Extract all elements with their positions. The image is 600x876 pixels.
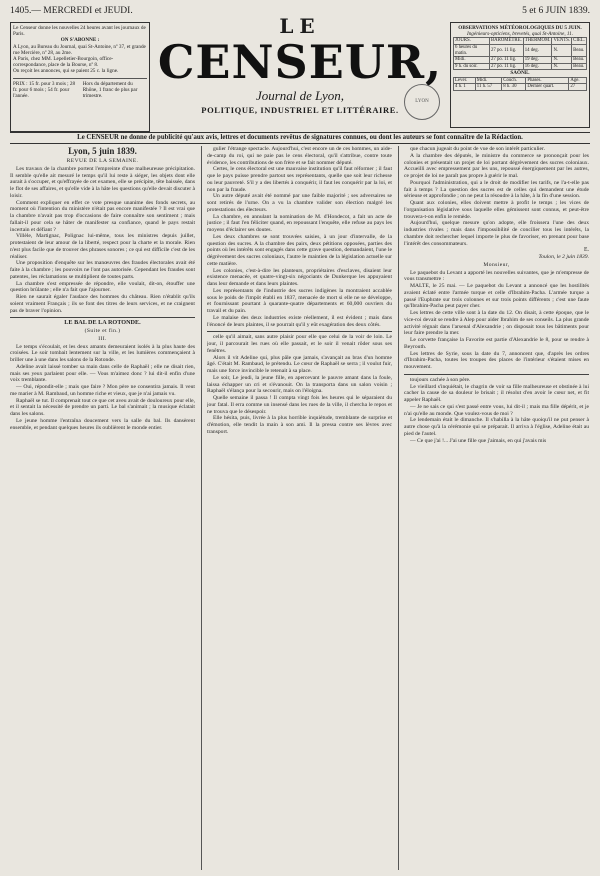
subscription-line-4: On reçoit les annonces, qui se paient 25 c. la ligne. <box>13 68 119 75</box>
masthead-tagline: POLITIQUE, INDUSTRIEL ET LITTÉRAIRE. <box>201 105 399 115</box>
column-1 <box>10 146 195 870</box>
editorial-notice: Le CENSEUR ne donne de publicité qu'aux avis, lettres et documents revêtus de signatures connues, ou dont les auteurs se font connaître de la Rédaction. <box>10 132 590 144</box>
issue-date: 5 et 6 JUIN 1839. <box>522 6 590 16</box>
subscription-line-1: Le Censeur donne les nouvelles 24 heures avant les journaux de Paris. <box>13 25 146 38</box>
table-row <box>454 77 587 84</box>
obs-cell: N. <box>552 63 572 70</box>
paragraph: Une proposition d'enquête sur les manœuvres des fraudes électorales avait été faite à la chambre ; les pouvoirs ne l'ont pas autorisée. Cependant les fraudes sont patentes, les réclamations se multiplient de toutes parts. <box>10 260 195 280</box>
obs-head-jours: JOURS. <box>454 38 490 45</box>
observations-subtitle: Ingénieurs-opticiens, brevetés, quai St-Antoine, 11. <box>466 31 574 38</box>
saone-head-cell: Lever. <box>454 77 476 84</box>
article-columns <box>10 146 590 870</box>
paragraph: — Ce que j'ai !... J'ai une fille que j'aimais, en qui j'avais mis <box>410 437 547 444</box>
subscription-box <box>10 22 150 132</box>
paragraph: Certes, le cens électoral est une mauvaise institution qu'il faut réformer ; il faut que le pays puisse prendre partout ses représentants, quelle que soit leur richesse ou leur pauvreté. S'il y a des libertés à conquérir, il faut les conquérir par la loi, et non par la fraude. <box>207 166 392 193</box>
paragraph: Le malaise des deux industries existe réellement, il est évident ; mais dans l'énoncé de leurs plaintes, il se pourrait qu'il y eût exagération des deux côtés. <box>207 314 392 328</box>
obs-cell: 14 deg. <box>523 45 552 57</box>
paragraph: celle qu'il aimait, sans autre plaisir pour elle que celui de la voir de loin. Le jour, il parcourait les rues où elle passait, et le soir il venait rôder sous ses fenêtres. <box>207 334 392 354</box>
table-row <box>454 45 587 57</box>
article-signature: E. <box>584 247 589 254</box>
paragraph: gulier l'étrange spectacle. Aujourd'hui, c'est encore un de ces hommes, un aide-de-camp du roi, qui ne paie pas le cens électoral, qu'il s'attribue, contre toute évidence, les contributions de son frère et se fait nommer député. <box>207 146 392 166</box>
paragraph: Les deux chambres se sont trouvées saisies, à un jour d'intervalle, de la question des sucres. A la chambre des pairs, deux pétitions opposées, parties des points où les intérêts sont engagés dans cette grave question, demandaient, l'une le dégrèvement des sucres coloniaux, l'autre le maintien de la législation actuelle sur cette matière. <box>207 233 392 267</box>
paragraph: Raphaël se tut. Il comprenait tout ce que cet aveu avait de douloureux pour elle, et il sentait la nécessité de prendre un parti. Le bal s'animait ; la musique éclatait dans les salons. <box>10 397 195 417</box>
paragraph: Le lendemain était le dimanche. Il s'habilla à la hâte quoiqu'il ne put penser à autre chose qu'à la cérémonie qui se préparait. Il arriva à l'église, Adeline était au pied de l'autel. <box>404 417 589 437</box>
paragraph: Le jeune homme l'entraîna doucement vers la salle du bal. Ils dansèrent ensemble, et pendant quelques heures ils oublièrent le monde entier. <box>10 417 195 431</box>
column-3 <box>404 146 589 870</box>
observations-table <box>453 37 587 70</box>
masthead-title: CENSEUR, <box>157 35 443 89</box>
paragraph: Quant aux colonies, elles doivent mettre à profit le temps ; les vices de l'organisation législative sous laquelle elles gémissent sont connus, et peut-être trouvera-t-on enfin le remède. <box>404 200 589 220</box>
paragraph: Le corvette française la Favorite est partie d'Alexandrie le 8, pour se rendre à Beyrouth. <box>404 337 589 350</box>
paragraph: Les colonies, c'est-à-dire les planteurs, propriétaires d'esclaves, disaient leur existence menacée, et quatre-vingt-six négociants de Dunkerque les appuyaient dans leur demande et dans leurs plaintes. <box>207 267 392 287</box>
saone-cell: 11 h. 57 <box>475 84 502 91</box>
obs-cell: 16 deg. <box>523 63 552 70</box>
obs-cell: N. <box>552 57 572 64</box>
weather-observations-box <box>450 22 590 128</box>
feuilleton-divider <box>207 331 392 332</box>
paragraph: Comment expliquer en effet ce vote presque unanime des fonds secrets, au moment où l'intention du ministère n'était pas encore manifestée ? Il est vrai que la chambre n'avait pas trop d'occasions de faire connaître son sentiment ; mais fallait-il pour cela se hâter de manifester sa confiance, quand le pays restait incertain et défiant ? <box>10 199 195 233</box>
paragraph: — Je ne sais ce qui s'est passé entre vous, lui dit-il ; mais ma fille dépérit, et je n'ai qu'elle au monde. Que voulez-vous de moi ? <box>404 403 589 417</box>
paragraph: toujours cachée à son père. <box>410 376 471 383</box>
column-divider <box>398 146 399 870</box>
paragraph: que chacun jugeait du point de vue de son intérêt particulier. <box>410 146 545 152</box>
obs-cell: 27 po. 11 lig. <box>489 57 523 64</box>
correspondence-dateline: Toulon, le 2 juin 1839. <box>538 254 589 260</box>
price-right: Hors du département du Rhône, 1 franc de plus par trimestre. <box>82 80 138 100</box>
saone-head-cell: Age. <box>569 77 587 84</box>
saone-head-cell: Couch. <box>502 77 526 84</box>
obs-head-vents: VENTS. <box>553 38 571 44</box>
obs-cell: Midi. <box>454 57 490 64</box>
paragraph: Un autre député avait été nommé par une faible majorité ; ses adversaires se sont retirés de l'urne. On a vu la chambre valider son élection malgré les protestations des électeurs. <box>207 193 392 213</box>
subscription-prices <box>13 78 147 100</box>
saone-head-cell: Midi. <box>475 77 502 84</box>
feuilleton-divider <box>10 317 195 318</box>
saone-cell: 8 h. 30 <box>502 84 526 91</box>
masthead <box>150 12 450 128</box>
dateline: Lyon, 5 juin 1839. <box>68 146 137 156</box>
price-left: PRIX : 15 fr. pour 3 mois ; 28 fr. pour 6 mois ; 54 fr. pour l'année. <box>13 80 76 100</box>
saone-head-cell: Phases. <box>526 77 569 84</box>
column-2 <box>207 146 392 870</box>
issue-number-day: 1405.— MERCREDI et JEUDI. <box>10 6 133 16</box>
obs-cell: 27 po. 11 lig. <box>489 63 523 70</box>
obs-head-barometre: BAROMÈTRE. <box>490 38 522 44</box>
column-divider <box>201 146 202 870</box>
saone-title: SAÔNE. <box>510 70 530 77</box>
paragraph: Les lettres de Syrie, sous la date du 7, annoncent que, d'après les ordres d'Ibrahim-Pacha, toutes les troupes des places de l'intérieur s'étaient mises en mouvement. <box>404 350 589 370</box>
feuilleton-title: LE BAL DE LA ROTONDE. <box>64 319 141 327</box>
feuilleton-subtitle: (Suite et fin.) <box>84 328 121 334</box>
library-stamp: LYON <box>404 84 440 120</box>
section-heading: REVUE DE LA SEMAINE. <box>66 158 139 164</box>
obs-head-thermom: THERMOM. <box>524 38 551 44</box>
obs-cell: 6 heures du matin. <box>454 45 490 57</box>
subscription-line-2: A Lyon, au Bureau du Journal, quai St-Antoine, nº 37, et grande rue Mercière, nº 28, au 2me. <box>13 43 146 56</box>
paragraph: Adeline avait laissé tomber sa main dans celle de Raphaël ; elle ne disait rien, mais ses yeux parlaient pour elle. — Vous m'aimez donc ? lui dit-il enfin d'une voix tremblante. <box>10 363 195 384</box>
paragraph: Les représentants de l'industrie des sucres indigènes la montraient accablée sous le poids de l'impôt établi en 1837, menacée de mort si elle ne se développe, et fournissant pourtant à quarante-quatre départements et 60,000 ouvriers du travail et du pain. <box>207 287 392 314</box>
obs-cell: 9 h. du soir. <box>454 63 490 70</box>
saone-cell: Dernier quart. <box>526 84 569 91</box>
paragraph: Le vieillard s'inquiétait, le chagrin de voir sa fille malheureuse et obstinée à lui cacher la cause de sa douleur le brisait ; il résolut d'en avoir le cœur net, et fit appeler Raphaël. <box>404 383 589 403</box>
obs-cell: 27 po. 11 lig. <box>489 45 523 57</box>
paragraph: Quelle semaine il passa ! Il compta vingt fois les heures qui le séparaient du jour fatal. Il erra comme un insensé dans les rues de la ville, il chercha le repos et ne trouva que le désespoir. <box>207 395 392 415</box>
obs-cell: 19 deg. <box>523 57 552 64</box>
paragraph: Le soir, Le jeudi, la jeune fille, en apercevant le pauvre amant dans la foule, laissa échapper un cri et s'évanouit. On la transporta dans un salon voisin ; Raphaël s'élança pour la secourir, mais on l'éloigna. <box>207 374 392 395</box>
obs-head-ciel: CIEL. <box>573 38 585 44</box>
table-row <box>454 84 587 91</box>
paragraph: A la chambre des députés, le ministre du commerce se prononçait pour les colonies et présentait un projet de loi portant dégrèvement des sucres coloniaux. Accueilli avec empressement par les uns, repoussé énergiquement par les autres, ce projet de loi ne paraît pas propre à guérir le mal. <box>404 152 589 179</box>
feuilleton-divider <box>404 374 589 375</box>
obs-cell: Beau. <box>572 45 587 57</box>
paragraph: Le temps s'écoulait, et les deux amants demeuraient isolés à la plus haute des croisées. Le soir tombait lentement sur la ville, et les lumières commençaient à briller une à une dans les salons de la Rotonde. <box>10 343 195 363</box>
paragraph: Alors il vit Adeline qui, plus pâle que jamais, s'avançait au bras d'un homme âgé. C'était M. Rambaud, le prétendu. Le cœur de Raphaël se serra ; il voulut fuir, mais une force invincible le retenait à sa place. <box>207 354 392 374</box>
masthead-subtitle: Journal de Lyon, <box>255 88 345 103</box>
obs-cell: N. <box>552 45 572 57</box>
obs-cell: Beau. <box>572 63 587 70</box>
paragraph: La chambre, en annulant la nomination de M. d'Hondecot, a fait un acte de justice ; il faut l'en féliciter quand, en repoussant l'enquête, elle refuse au pays les moyens d'éclairer ses doutes. <box>207 213 392 233</box>
observations-title: OBSERVATIONS MÉTÉOROLOGIQUES DU 5 JUIN. <box>458 25 582 31</box>
table-row <box>454 57 587 64</box>
table-row <box>454 63 587 70</box>
obs-cell: Beau. <box>572 57 587 64</box>
paragraph: Aujourd'hui, quelque mesure qu'on adopte, elle froissera l'une des deux industries rivales ; mais dans l'impossibilité de concilier tous les intérêts, la chambre doit rechercher lequel importe le plus de favoriser, en prenant pour base l'intérêt des consommateurs. <box>404 220 589 247</box>
subscription-line-3: A Paris, chez MM. Lepelletier-Bourgoin, office-correspondance, place de la Bourse, nº 8. <box>13 56 114 69</box>
paragraph: Le paquebot du Levant a apporté les nouvelles suivantes, que je m'empresse de vous transmettre : <box>404 269 589 283</box>
correspondence-salutation: Monsieur, <box>483 261 510 268</box>
paragraph: — Oui, répondit-elle ; mais que faire ? Mon père ne consentira jamais. Il veut me marier à M. Rambaud, un homme riche et vieux, que je n'ai jamais vu. <box>10 384 195 397</box>
saone-table <box>453 77 587 91</box>
masthead-le: LE <box>279 14 321 38</box>
paragraph: La chambre s'est empressée de répondre, elle voulait, dit-on, étouffer une question brûlante ; elle n'a fait que l'ajourner. <box>10 280 195 294</box>
observations-head-row <box>454 38 587 45</box>
paragraph: MALTE, le 25 mai. — Le paquebot du Levant a annoncé que les hostilités avaient éclaté entre l'armée turque et celle d'Ibrahim-Pacha. L'armée turque a passé l'Euphrate sur trois colonnes et sur trois points différents ; c'est une faute qu'Ibrahim-Pacha peut payer cher. <box>404 283 589 310</box>
paragraph: Rien ne saurait égaler l'audace des hommes du château. Rien n'établit qu'ils soient vraiment Français ; ils se font des titres de leurs services, et ne craignent pas de braver l'opinion. <box>10 294 195 314</box>
paragraph: Elle hésita, puis, livrée à la plus horrible inquiétude, tremblante de surprise et d'émotion, elle tendit la main à son ami. Il la pressa contre ses lèvres avec transport. <box>207 415 392 435</box>
saone-cell: 27 <box>569 84 587 91</box>
paragraph: Les lettres de cette ville sont à la date du 12. On disait, à cette époque, que le vice-roi devait se rendre à Alep pour aider Ibrahim de ses conseils. La plus grande activité régnait dans l'arsenal d'Alexandrie ; on disposait tous les bâtiments pour leur faire prendre la mer. <box>404 310 589 337</box>
subscription-heading: ON S'ABONNE : <box>60 37 100 44</box>
feuilleton-chapter: III. <box>98 335 107 342</box>
saone-cell: 4 h. 1 <box>454 84 476 91</box>
paragraph: Villèle, Martignac, Polignac lui-même, tous les ministres depuis juillet, protestaient de leur amour de la liberté, respect pour la charte et la morale. Rien n'est plus facile que de trouver des phrases sonores ; ce qui est difficile c'est de les réaliser. <box>10 233 195 260</box>
paragraph: Pourquoi l'administration, qui a le droit de modifier les tarifs, ne l'a-t-elle pas fait à temps ? La question des sucres est de celles qui demandent une étude sérieuse et approfondie ; on ne peut la résoudre à la hâte, à la fin d'une session. <box>404 179 589 200</box>
paragraph: Les travaux de la chambre portent l'empreinte d'une malheureuse précipitation. Il semble qu'elle ait mesuré le temps qu'il lui reste à siéger, les objets dont elle aurait à s'occuper, et qu'effrayée de cet examen, elle se précipite, tête baissée, dans le flot de ses affaires, et qu'elle vide à la hâte les questions qu'elle devait discuter à loisir. <box>10 165 195 199</box>
